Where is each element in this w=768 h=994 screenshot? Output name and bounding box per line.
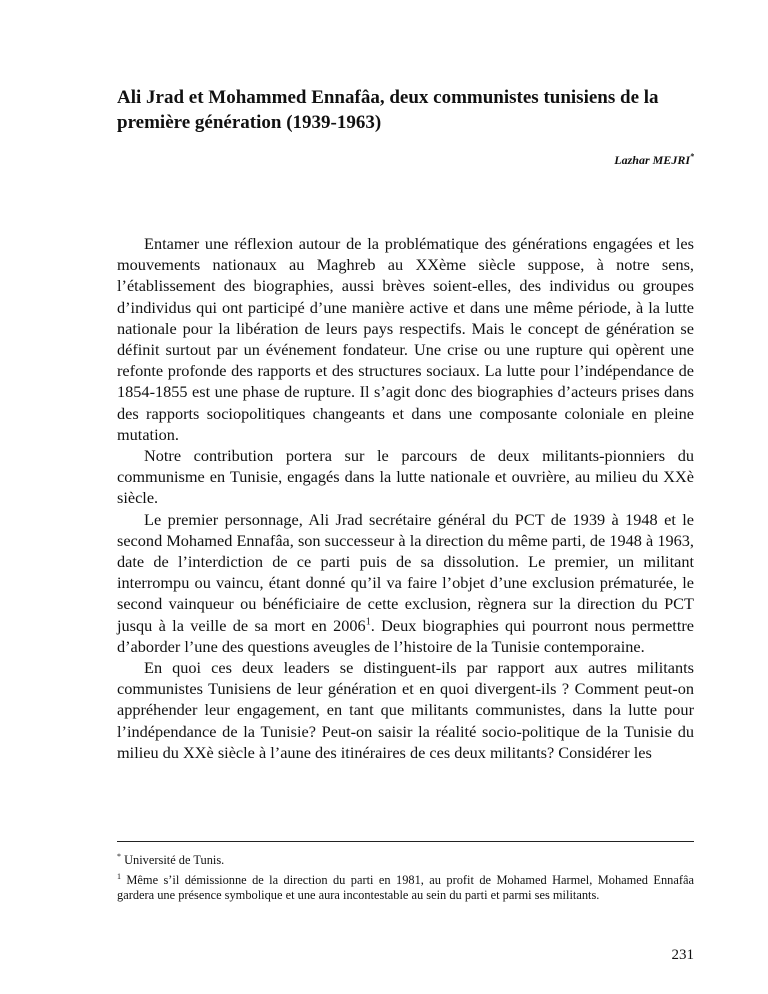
footnote-star [117,849,694,869]
footnote-separator [117,841,694,842]
paragraph-4: En quoi ces deux leaders se distinguent-ils par rapport aux autres militants communistes Tunisiens de leur génération et en quoi divergent-ils ? Comment peut-on appréhender leur engagement, en tant que militants communistes, dans la lutte pour l’indépendance de la Tunisie? Peut-on saisir la réalité socio-politique de la Tunisie du milieu du XXè siècle à l’aune des itinéraires de ces deux militants? Considérer les [117,658,694,762]
paragraph-1: Entamer une réflexion autour de la problématique des générations engagées et les mouvements nationaux au Maghreb au XXème siècle suppose, à notre sens, l’établissement des biographies, aussi brèves soient-elles, des individus ou groupes d’individus qui ont participé d’une manière active et dans une même période, à la lutte nationale pour la libération de leurs pays respectifs. Mais le concept de génération se définit surtout par un événement fondateur. Une crise ou une rupture qui opèrent une refonte profonde des rapports et des structures sociaux. La lutte pour l’indépendance de 1854-1855 est une phase de rupture. Il s’agit donc des biographies d’acteurs prises dans des rapports sociopolitiques changeants et dans une composante coloniale en pleine mutation. [117,234,694,444]
author-line [614,152,694,168]
footnote-1-text: Même s’il démissionne de la direction du parti en 1981, au profit de Mohamed Harmel, Mohamed Ennafâa gardera une présence symbolique et une aura incontestable au sein du parti et parmi ses militants. [117,872,694,903]
footnote-1-mark: 1 [117,871,121,881]
article-title: Ali Jrad et Mohammed Ennafâa, deux communistes tunisiens de la première génération (1939-1963) [117,87,659,133]
author-name: Lazhar MEJRI [614,153,690,167]
footnote-star-mark: * [117,852,121,861]
document-page [117,0,694,994]
author-footnote-mark: * [690,152,694,161]
footnote-1 [117,869,694,904]
footnotes [117,849,694,904]
footnote-ref-1: 1 [365,616,371,628]
paragraph-2: Notre contribution portera sur le parcours de deux militants-pionniers du communisme en Tunisie, engagés dans la lutte nationale et ouvrière, au milieu du XXè siècle. [117,446,694,508]
footnote-star-text: Université de Tunis. [121,853,225,868]
article-body [117,233,694,763]
paragraph-3-part-b: . Deux biographies qui pourront nous permettre d’aborder l’une des questions aveugles de l’histoire de la Tunisie contemporaine. [117,615,695,656]
page-number: 231 [671,947,694,963]
paragraph-3-part-a: Le premier personnage, Ali Jrad secrétaire général du PCT de 1939 à 1948 et le second Mohamed Ennafâa, son successeur à la direction du même parti, de 1948 à 1963, date de l’interdiction de ce parti puis de sa dissolution. Le premier, un militant interrompu ou vaincu, étant donné qu’il va faire l’objet d’une exclusion prématurée, le second vainqueur ou bénéficiaire de cette exclusion, règnera sur la direction du PCT jusqu à la veille de sa mort en 2006 [117,509,694,635]
paragraph-3 [117,509,694,657]
